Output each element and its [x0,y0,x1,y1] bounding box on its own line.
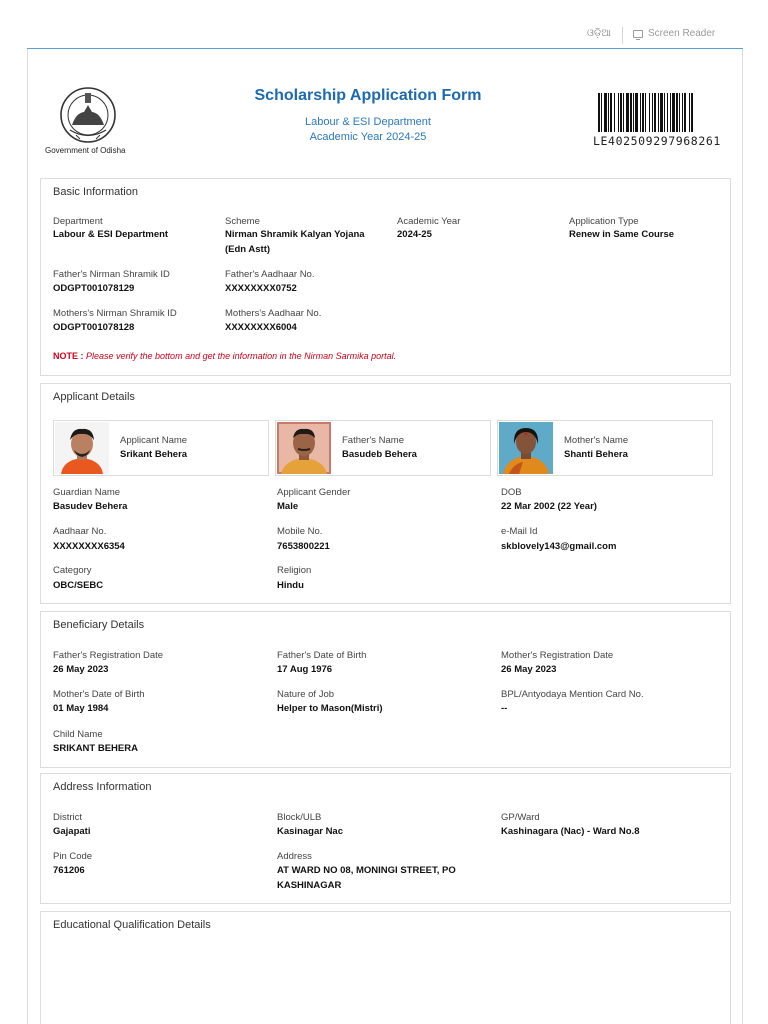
field-label: e-Mail Id [501,526,538,537]
barcode-bar [614,93,615,132]
barcode-bar [667,93,668,132]
barcode-bar [598,93,600,132]
field-value: Gajapati [53,826,91,837]
field-value: XXXXXXXX6004 [225,322,297,333]
field-label: Pin Code [53,851,93,862]
section-title: Applicant Details [53,391,135,403]
language-toggle[interactable]: ଓଡ଼ିଆ [587,28,611,39]
top-bar [0,0,768,48]
field-value: 2024-25 [397,229,432,240]
field-label: Address [277,851,312,862]
field-value: -- [501,703,508,714]
applicant-photo [55,422,109,474]
barcode-bar [640,93,641,132]
barcode-bar [652,93,653,132]
field-label: Category [53,565,92,576]
barcode-bar [601,93,602,132]
section-title: Beneficiary Details [53,619,145,631]
barcode-bar [654,93,656,132]
father-card [275,420,491,476]
barcode-bar [633,93,634,132]
field-label: Child Name [53,729,103,740]
field-label: BPL/Antyodaya Mention Card No. [501,689,644,700]
monitor-icon [633,30,643,38]
application-number: LE402509297968261 [593,134,721,148]
barcode-bar [630,93,632,132]
applicant-card [53,420,269,476]
barcode-bar [679,93,680,132]
address-information-section [40,773,731,904]
field-value: 26 May 2023 [53,664,109,675]
department-subtitle: Labour & ESI Department [305,116,431,128]
field-label: Nature of Job [277,689,335,700]
field-value: Nirman Shramik Kalyan Yojana (Edn Astt) [225,229,365,255]
divider [622,27,623,44]
field-value: skblovely143@gmail.com [501,541,617,552]
section-title: Educational Qualification Details [53,919,211,931]
field-value: Basudev Behera [53,501,128,512]
field-value: Helper to Mason(Mistri) [277,703,383,714]
field-label: Father's Name [342,435,405,446]
field-label: Applicant Name [120,435,188,446]
field-value: 7653800221 [277,541,330,552]
field-label: Father's Registration Date [53,650,164,661]
screen-reader-label: Screen Reader [648,28,716,39]
odisha-emblem-icon [58,85,118,145]
field-value: 22 Mar 2002 (22 Year) [501,501,597,512]
field-value: 761206 [53,865,85,876]
academic-year-subtitle: Academic Year 2024-25 [309,131,427,143]
barcode-bar [623,93,624,132]
barcode-bar [684,93,686,132]
verification-note [53,349,423,364]
field-label: Department [53,216,103,227]
field-label: Mother's Date of Birth [53,689,145,700]
field-label: Mother's Name [564,435,629,446]
applicant-details-section [40,383,731,604]
field-label: Academic Year [397,216,461,227]
field-value: 26 May 2023 [501,664,557,675]
barcode-bar [682,93,683,132]
field-value: ODGPT001078129 [53,283,135,294]
field-value: 01 May 1984 [53,703,109,714]
beneficiary-details-section [40,611,731,768]
barcode-bar [618,93,619,132]
field-label: Father's Aadhaar No. [225,269,315,280]
field-label: Mothers's Aadhaar No. [225,308,322,319]
barcode-bar [670,93,671,132]
field-value: ODGPT001078128 [53,322,135,333]
basic-information-section [40,178,731,376]
note-text: Please verify the bottom and get the information in the Nirman Sarmika portal. [86,351,397,361]
mother-photo [499,422,553,474]
field-label: District [53,812,83,823]
field-label: Mother's Registration Date [501,650,614,661]
field-value: Kashinagara (Nac) - Ward No.8 [501,826,640,837]
barcode-bar [645,93,646,132]
field-value: Shanti Behera [564,449,628,460]
barcode-bar [691,93,693,132]
barcode-bar [610,93,612,132]
barcode-bar [660,93,663,132]
field-label: Applicant Gender [277,487,351,498]
barcode-bar [664,93,665,132]
field-value: XXXXXXXX6354 [53,541,125,552]
barcode-bar [649,93,650,132]
field-value: Hindu [277,580,304,591]
note-label: NOTE : [53,351,84,361]
field-label: Guardian Name [53,487,121,498]
mother-card [497,420,713,476]
field-label: Block/ULB [277,812,322,823]
application-sheet [27,49,743,1024]
field-label: Father's Nirman Shramik ID [53,269,170,280]
educational-qualification-section [40,911,731,1024]
field-value: Kasinagar Nac [277,826,344,837]
field-value: SRIKANT BEHERA [53,743,138,754]
barcode-bar [620,93,622,132]
barcode-bar [676,93,678,132]
barcode-icon [598,93,728,132]
field-value: Male [277,501,299,512]
field-value: Labour & ESI Department [53,229,169,240]
father-photo [277,422,331,474]
field-value: 17 Aug 1976 [277,664,333,675]
field-label: DOB [501,487,522,498]
barcode-bar [635,93,638,132]
form-title: Scholarship Application Form [254,87,482,104]
barcode-bar [672,93,675,132]
barcode-bar [604,93,607,132]
government-label: Government of Odisha [45,146,126,155]
field-value: OBC/SEBC [53,580,104,591]
barcode-bar [608,93,609,132]
field-value: AT WARD NO 08, MONINGI STREET, PO KASHINAGAR [277,865,456,891]
field-label: Religion [277,565,312,576]
field-value: XXXXXXXX0752 [225,283,297,294]
field-label: Scheme [225,216,260,227]
section-title: Address Information [53,781,152,793]
section-title: Basic Information [53,186,138,198]
field-value: Basudeb Behera [342,449,417,460]
field-value: Renew in Same Course [569,229,675,240]
field-label: GP/Ward [501,812,540,823]
barcode-bar [658,93,659,132]
field-label: Father's Date of Birth [277,650,367,661]
field-label: Mothers's Nirman Shramik ID [53,308,177,319]
screen-reader-link[interactable] [633,28,715,39]
field-label: Application Type [569,216,639,227]
field-value: Srikant Behera [120,449,188,460]
barcode-bar [689,93,690,132]
field-label: Mobile No. [277,526,323,537]
barcode-bar [642,93,644,132]
field-label: Aadhaar No. [53,526,107,537]
barcode-bar [626,93,629,132]
